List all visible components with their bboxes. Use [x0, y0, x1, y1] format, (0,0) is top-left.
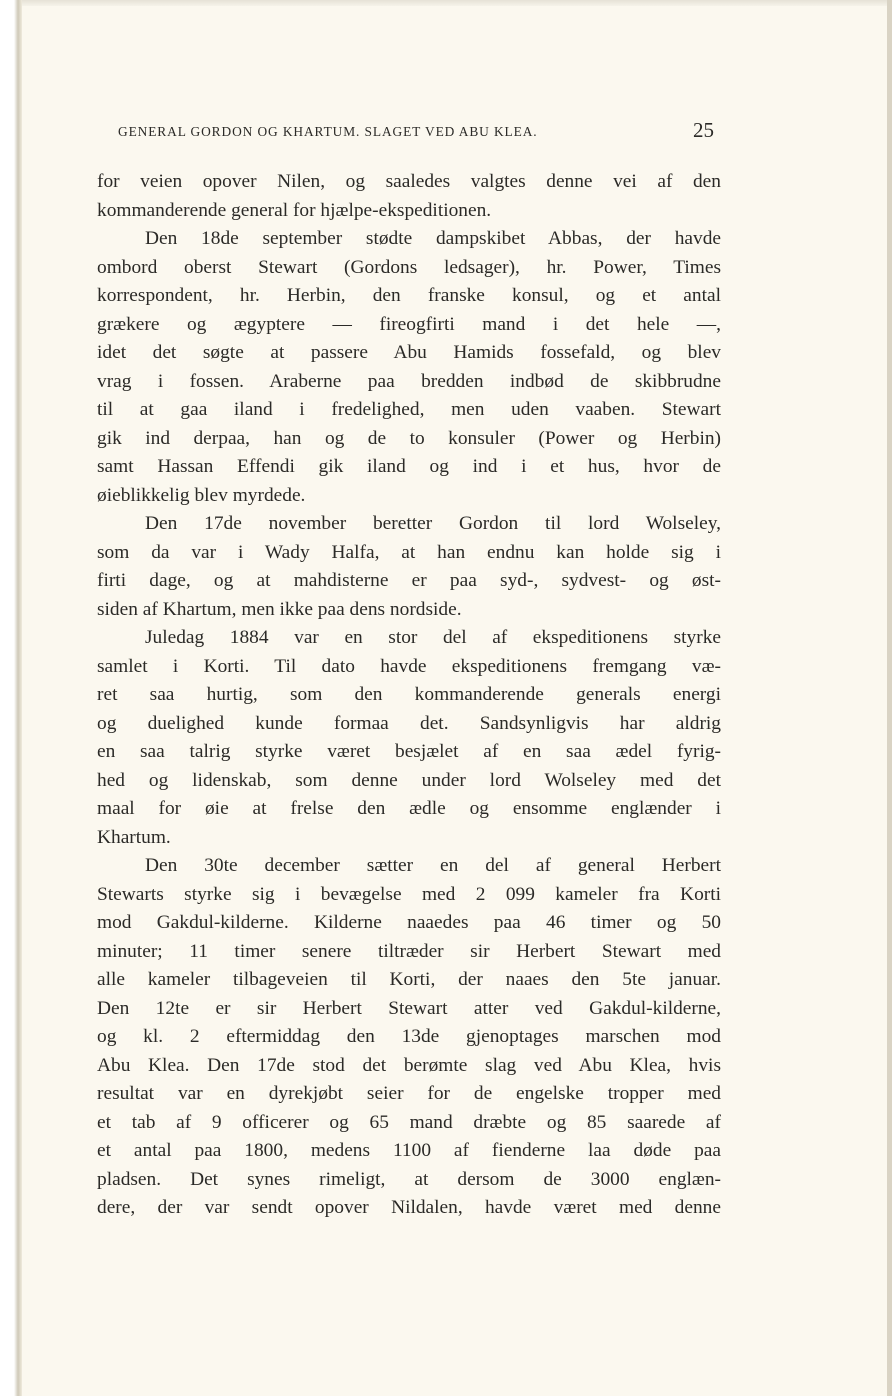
page-header	[118, 118, 714, 148]
text-line: ombord oberst Stewart (Gordons ledsager), hr. Power, Times	[97, 256, 721, 278]
text-line: øieblikkelig blev myrdede.	[97, 484, 306, 506]
text-line: firti dage, og at mahdisterne er paa syd-, sydvest- og øst-	[97, 570, 721, 591]
text-line: som da var i Wady Halfa, at han endnu kan holde sig i	[97, 541, 721, 563]
text-line: minuter; 11 timer senere tiltræder sir Herbert Stewart med	[97, 940, 721, 962]
running-head: GENERAL GORDON OG KHARTUM. SLAGET VED ABU KLEA.	[118, 124, 538, 139]
text-line: ret saa hurtig, som den kommanderende generals energi	[97, 684, 721, 705]
text-line: for veien opover Nilen, og saaledes valgtes denne vei af den	[97, 171, 721, 192]
text-line: siden af Khartum, men ikke paa dens nordside.	[97, 598, 462, 620]
text-line: et antal paa 1800, medens 1100 af fienderne laa døde paa	[97, 1140, 721, 1161]
text-line: korrespondent, hr. Herbin, den franske konsul, og et antal	[97, 285, 721, 306]
text-line: Abu Klea. Den 17de stod det berømte slag ved Abu Klea, hvis	[97, 1054, 721, 1076]
text-line: Den 18de september stødte dampskibet Abbas, der havde	[145, 228, 721, 249]
text-line: og duelighed kunde formaa det. Sandsynligvis har aldrig	[97, 712, 721, 734]
text-line: dere, der var sendt opover Nildalen, havde været med denne	[97, 1197, 721, 1218]
text-line: og kl. 2 eftermiddag den 13de gjenoptages marschen mod	[97, 1026, 721, 1047]
text-line: Den 17de november beretter Gordon til lord Wolseley,	[145, 513, 721, 534]
text-line: et tab af 9 officerer og 65 mand dræbte og 85 saarede af	[97, 1111, 721, 1133]
text-line: Khartum.	[97, 826, 171, 848]
page-left-edge	[0, 0, 22, 1396]
text-line: vrag i fossen. Araberne paa bredden indbød de skibbrudne	[97, 370, 721, 392]
text-line: resultat var en dyrekjøbt seier for de engelske tropper med	[97, 1083, 721, 1104]
text-line: Den 30te december sætter en del af general Herbert	[145, 855, 721, 876]
text-line: samlet i Korti. Til dato havde ekspeditionens fremgang væ-	[97, 655, 721, 677]
text-line: en saa talrig styrke været besjælet af en saa ædel fyrig-	[97, 741, 721, 762]
text-line: pladsen. Det synes rimeligt, at dersom de 3000 englæn-	[97, 1168, 721, 1190]
text-line: kommanderende general for hjælpe-ekspeditionen.	[97, 199, 492, 221]
page-number: 25	[693, 118, 714, 142]
text-line: alle kameler tilbageveien til Korti, der naaes den 5te januar.	[97, 969, 721, 990]
text-line: Juledag 1884 var en stor del af ekspeditionens styrke	[145, 627, 721, 648]
text-line: Stewarts styrke sig i bevægelse med 2 099 kameler fra Korti	[97, 883, 721, 905]
text-line: hed og lidenskab, som denne under lord Wolseley med det	[97, 769, 721, 791]
page-right-edge	[887, 0, 892, 1396]
text-line: maal for øie at frelse den ædle og ensomme englænder i	[97, 798, 721, 819]
text-line: Den 12te er sir Herbert Stewart atter ved Gakdul-kilderne,	[97, 997, 721, 1019]
body-text	[97, 168, 721, 1223]
text-line: til at gaa iland i fredelighed, men uden vaaben. Stewart	[97, 399, 721, 420]
text-line: grækere og ægyptere — fireogfirti mand i det hele —,	[97, 313, 721, 335]
text-line: idet det søgte at passere Abu Hamids fossefald, og blev	[97, 342, 721, 363]
text-line: gik ind derpaa, han og de to konsuler (Power og Herbin)	[97, 427, 721, 449]
page-top-edge	[0, 0, 892, 6]
text-line: mod Gakdul-kilderne. Kilderne naaedes paa 46 timer og 50	[97, 912, 721, 933]
text-line: samt Hassan Effendi gik iland og ind i et hus, hvor de	[97, 456, 721, 477]
